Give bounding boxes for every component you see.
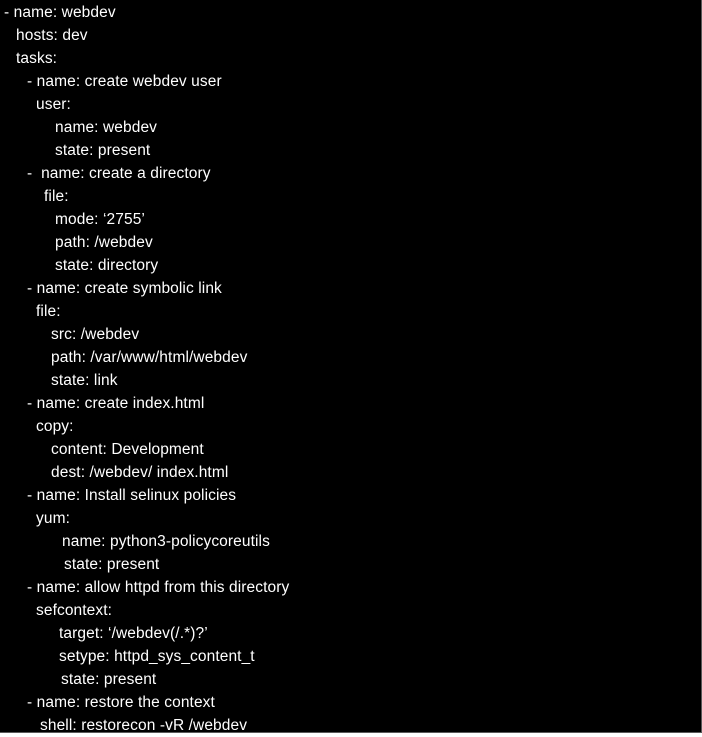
code-line: - name: create webdev user: [27, 73, 222, 90]
code-line: state: present: [55, 142, 151, 159]
code-line: file:: [36, 303, 61, 320]
code-line: state: link: [51, 372, 118, 389]
code-line: - name: create index.html: [27, 395, 205, 412]
code-line: file:: [44, 188, 69, 205]
code-line: src: /webdev: [51, 326, 140, 343]
code-line: - name: webdev: [4, 4, 116, 21]
code-line: - name: allow httpd from this directory: [27, 579, 290, 596]
code-line: - name: restore the context: [27, 694, 215, 711]
code-line: state: present: [64, 556, 160, 573]
code-line: state: present: [61, 671, 157, 688]
code-line: - name: create symbolic link: [27, 280, 222, 297]
code-line: sefcontext:: [36, 602, 113, 619]
code-line: path: /var/www/html/webdev: [51, 349, 248, 366]
code-line: yum:: [36, 510, 70, 527]
code-line: mode: ‘2755’: [55, 211, 145, 228]
code-line: tasks:: [16, 50, 58, 67]
code-line: shell: restorecon -vR /webdev: [40, 717, 248, 734]
code-line: copy:: [36, 418, 74, 435]
code-line: dest: /webdev/ index.html: [51, 464, 229, 481]
code-line: content: Development: [51, 441, 204, 458]
code-line: - name: create a directory: [27, 165, 211, 182]
code-line: setype: httpd_sys_content_t: [59, 648, 255, 665]
code-line: - name: Install selinux policies: [27, 487, 237, 504]
code-line: target: ‘/webdev(/.*)?’: [59, 625, 208, 642]
code-line: path: /webdev: [55, 234, 153, 251]
code-line: user:: [36, 96, 71, 113]
code-line: name: python3-policycoreutils: [62, 533, 270, 550]
code-line: name: webdev: [55, 119, 158, 136]
code-line: state: directory: [55, 257, 159, 274]
code-line: hosts: dev: [16, 27, 88, 44]
